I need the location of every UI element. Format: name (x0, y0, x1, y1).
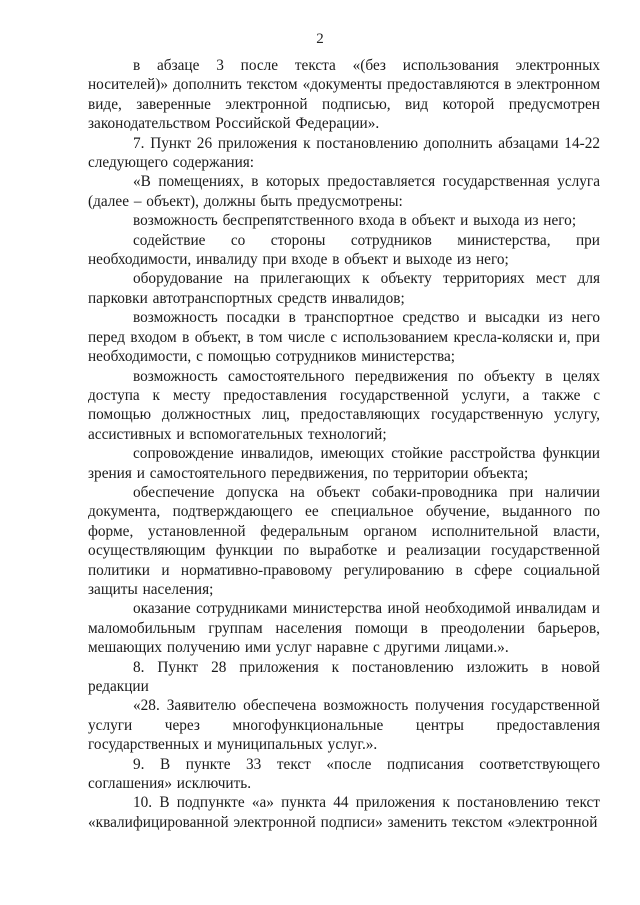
paragraph-item-28-new: «28. Заявителю обеспечена возможность получения государственной услуги через многофункциональные центры предоставления государственных и муниципальных услуг.». (88, 697, 600, 754)
paragraph-item-9: 9. В пункте 33 текст «после подписания соответствующего соглашения» исключить. (88, 755, 600, 793)
paragraph-escort: сопровождение инвалидов, имеющих стойкие расстройства функции зрения и самостоятельного передвижения, по территории объекта; (88, 445, 600, 482)
page-number: 2 (316, 31, 324, 47)
paragraph-guide-dog: обеспечение допуска на объект собаки-проводника при наличии документа, подтверждающего ее специальное обучение, выданного по форме, установленной федеральным органом исполнительной власти, осуществляющим функции по выработке и реализации государственной политики и нормативно-правовому регулированию в сфере социальной защиты населения; (88, 483, 600, 598)
paragraph-vehicle-boarding: возможность посадки в транспортное средство и высадки из него перед входом в объект, в том числе с использованием кресла-коляски и, при необходимости, с помощью сотрудников министерства; (88, 309, 600, 366)
paragraph-item-7: 7. Пункт 26 приложения к постановлению дополнить абзацами 14-22 следующего содержания: (88, 134, 600, 172)
paragraph-item-10: 10. В подпункте «а» пункта 44 приложения к постановлению текст «квалифицированной электронной подписи» заменить текстом «электронной (88, 794, 600, 831)
paragraph-entrance-access: возможность беспрепятственного входа в объект и выхода из него; (133, 212, 577, 230)
paragraph-staff-assistance: содействие со стороны сотрудников министерства, при необходимости, инвалиду при входе в объект и выходе из него; (88, 231, 600, 269)
document-body (88, 56, 600, 832)
paragraph-other-help: оказание сотрудниками министерства иной необходимой инвалидам и маломобильным группам населения помощи в преодолении барьеров, мешающих получению ими услуг наравне с другими лицами.». (88, 600, 600, 657)
paragraph-item-8: 8. Пункт 28 приложения к постановлению изложить в новой редакции (88, 658, 600, 695)
paragraph-premises-intro: «В помещениях, в которых предоставляется государственная услуга (далее – объект), должны быть предусмотрены: (88, 173, 600, 210)
paragraph-parking: оборудование на прилегающих к объекту территориях мест для парковки автотранспортных средств инвалидов; (88, 270, 600, 307)
paragraph-independent-movement: возможность самостоятельного передвижения по объекту в целях доступа к месту предоставления государственной услуги, а также с помощью должностных лиц, предоставляющих государственную услугу, ассистивных и вспомогательных технологий; (88, 367, 600, 443)
paragraph-amend-abzac3: в абзаце 3 после текста «(без использования электронных носителей)» дополнить текстом «документы предоставляются в электронном виде, заверенные электронной подписью, вид которой предусмотрен законодательством Российской Федерации». (88, 57, 600, 133)
